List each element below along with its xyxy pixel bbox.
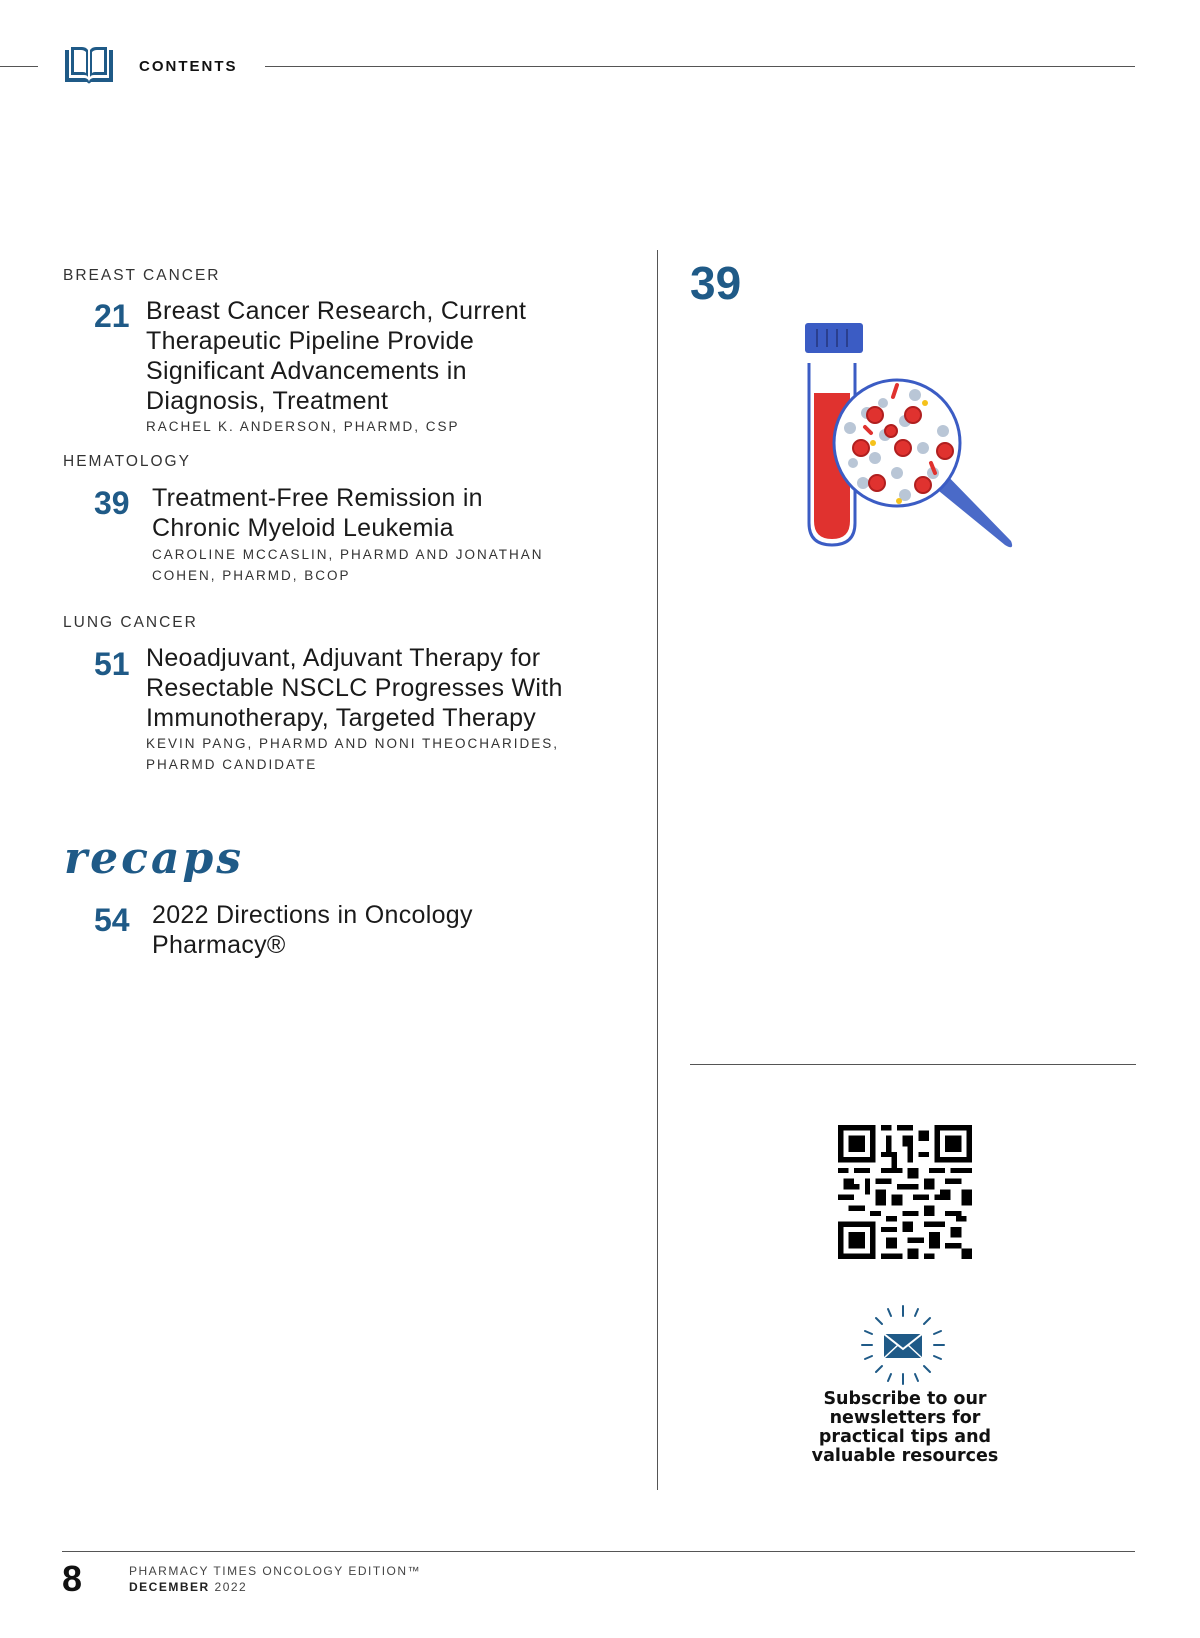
contents-title: CONTENTS	[139, 58, 238, 75]
toc-entry-title[interactable]: Treatment-Free Remission in Chronic Myeloid Leukemia	[152, 484, 483, 542]
toc-entry-title[interactable]: Breast Cancer Research, Current Therapeutic Pipeline Provide Significant Advancements in Diagnosis, Treatment	[146, 297, 527, 415]
sidebar-rule	[690, 1064, 1136, 1065]
footer-rule	[62, 1551, 1135, 1552]
column-divider	[657, 250, 658, 1490]
toc-page-number[interactable]: 51	[94, 646, 130, 682]
toc-entry-author: KEVIN PANG, PHARMD AND NONI THEOCHARIDES, PHARMD CANDIDATE	[146, 736, 560, 772]
toc-entry-title[interactable]: 2022 Directions in Oncology Pharmacy®	[152, 901, 473, 959]
section-label-hematology: HEMATOLOGY	[63, 453, 191, 470]
toc-page-number[interactable]: 21	[94, 298, 130, 334]
blood-test-tube-magnifier-illustration	[805, 323, 1035, 558]
toc-entry-author: RACHEL K. ANDERSON, PHARMD, CSP	[146, 419, 460, 434]
qr-code-icon[interactable]	[838, 1125, 972, 1259]
section-label-lung-cancer: LUNG CANCER	[63, 614, 198, 631]
toc-page-number[interactable]: 39	[94, 485, 130, 521]
issue-date: DECEMBER 2022	[129, 1580, 248, 1594]
header-rule-left	[0, 66, 38, 67]
book-icon	[62, 44, 116, 88]
publication-name: PHARMACY TIMES ONCOLOGY EDITION™	[129, 1564, 422, 1578]
recaps-heading: recaps	[64, 833, 245, 884]
page-number: 8	[62, 1558, 83, 1599]
toc-entry-title[interactable]: Neoadjuvant, Adjuvant Therapy for Resectable NSCLC Progresses With Immunotherapy, Targeted Therapy	[146, 644, 563, 732]
toc-page-number[interactable]: 54	[94, 902, 130, 938]
envelope-icon[interactable]	[860, 1304, 946, 1386]
header-rule-right	[265, 66, 1135, 67]
toc-entry-author: CAROLINE MCCASLIN, PHARMD AND JONATHAN COHEN, PHARMD, BCOP	[152, 547, 544, 583]
feature-page-number[interactable]: 39	[690, 257, 742, 309]
section-label-breast-cancer: BREAST CANCER	[63, 267, 221, 284]
newsletter-subscribe-text[interactable]: Subscribe to our newsletters for practical tips and valuable resources	[811, 1389, 999, 1466]
